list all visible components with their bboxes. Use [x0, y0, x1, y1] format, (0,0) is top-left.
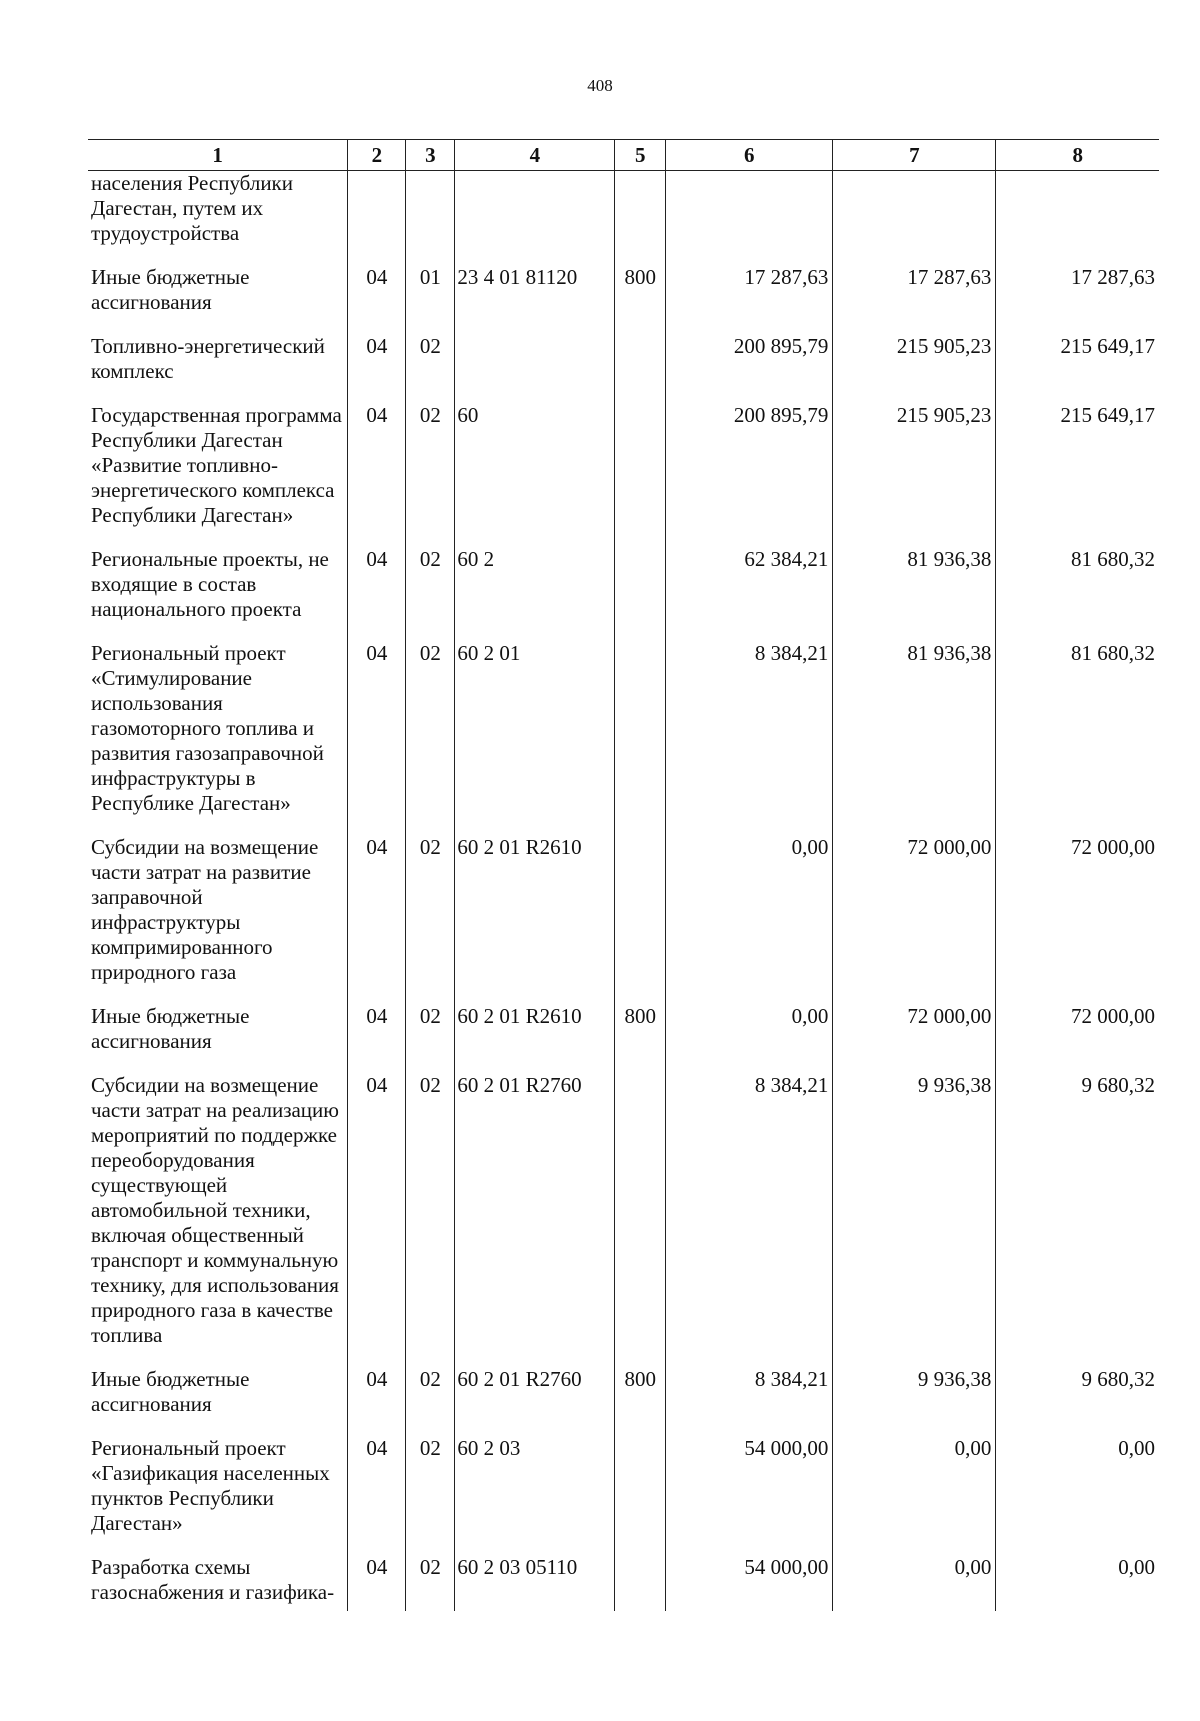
table-row: [88, 403, 1159, 547]
row-name: Субсидии на возмещение части затрат на реализацию мероприятий по поддержке переоборудования существующей автомобильной техники, включая общественный транспорт и коммунальную технику, для использования природного газа в качестве топлива: [91, 1073, 339, 1347]
row-amount-year-3: 0,00: [996, 1436, 1159, 1555]
row-target-code: 60 2 01 R2610: [455, 1004, 615, 1073]
header-col-2: 2: [348, 140, 406, 171]
row-target-code: 60 2 01 R2760: [455, 1073, 615, 1367]
row-amount-year-2: 0,00: [833, 1436, 996, 1555]
row-target-code: 60: [455, 403, 615, 547]
header-col-1: 1: [88, 140, 348, 171]
row-subsection: 02: [406, 547, 455, 641]
row-name: Государственная программа Республики Дагестан «Развитие топливно-энергетического комплекса Республики Дагестан»: [91, 403, 342, 527]
row-expense-type: [615, 641, 666, 835]
row-amount-year-1: 54 000,00: [666, 1555, 833, 1611]
table-row: [88, 334, 1159, 403]
header-col-6: 6: [666, 140, 833, 171]
row-amount-year-1: 8 384,21: [666, 641, 833, 835]
header-col-3: 3: [406, 140, 455, 171]
row-expense-type: [615, 835, 666, 1004]
row-section: 04: [348, 403, 406, 547]
row-amount-year-2: [833, 171, 996, 266]
row-target-code: [455, 334, 615, 403]
row-amount-year-1: 8 384,21: [666, 1367, 833, 1436]
row-target-code: [455, 171, 615, 266]
table-row: [88, 1004, 1159, 1073]
row-expense-type: 800: [615, 1004, 666, 1073]
row-name: Иные бюджетные ассигнования: [91, 265, 250, 314]
row-section: 04: [348, 547, 406, 641]
row-amount-year-3: 215 649,17: [996, 403, 1159, 547]
row-amount-year-3: 9 680,32: [996, 1367, 1159, 1436]
row-amount-year-3: 81 680,32: [996, 641, 1159, 835]
row-subsection: [406, 171, 455, 266]
table-row: [88, 1367, 1159, 1436]
row-amount-year-2: 215 905,23: [833, 334, 996, 403]
row-section: [348, 171, 406, 266]
row-amount-year-1: 200 895,79: [666, 334, 833, 403]
row-subsection: 02: [406, 1367, 455, 1436]
row-amount-year-2: 0,00: [833, 1555, 996, 1611]
table-row: [88, 641, 1159, 835]
row-expense-type: [615, 171, 666, 266]
row-amount-year-3: 72 000,00: [996, 835, 1159, 1004]
row-amount-year-1: 0,00: [666, 835, 833, 1004]
row-section: 04: [348, 835, 406, 1004]
row-amount-year-1: 200 895,79: [666, 403, 833, 547]
row-amount-year-2: 72 000,00: [833, 1004, 996, 1073]
row-amount-year-3: 0,00: [996, 1555, 1159, 1611]
row-subsection: 02: [406, 334, 455, 403]
row-target-code: 60 2 01: [455, 641, 615, 835]
row-section: 04: [348, 1367, 406, 1436]
row-section: 04: [348, 334, 406, 403]
row-section: 04: [348, 1436, 406, 1555]
row-amount-year-3: 72 000,00: [996, 1004, 1159, 1073]
row-amount-year-3: 81 680,32: [996, 547, 1159, 641]
row-expense-type: [615, 1555, 666, 1611]
row-name: Иные бюджетные ассигнования: [91, 1004, 250, 1053]
row-subsection: 02: [406, 403, 455, 547]
row-subsection: 02: [406, 835, 455, 1004]
header-col-8: 8: [996, 140, 1159, 171]
row-subsection: 02: [406, 1555, 455, 1611]
row-name: Региональный проект «Газификация населенных пунктов Республики Дагестан»: [91, 1436, 330, 1535]
header-col-5: 5: [615, 140, 666, 171]
row-amount-year-2: 81 936,38: [833, 641, 996, 835]
row-section: 04: [348, 1004, 406, 1073]
row-expense-type: 800: [615, 265, 666, 334]
row-name: Субсидии на возмещение части затрат на развитие заправочной инфраструктуры компримированного природного газа: [91, 835, 319, 984]
row-name: Региональные проекты, не входящие в состав национального проекта: [91, 547, 329, 621]
row-amount-year-2: 72 000,00: [833, 835, 996, 1004]
header-row: [88, 140, 1159, 171]
row-name: Топливно-энергетический комплекс: [91, 334, 325, 383]
row-expense-type: [615, 1436, 666, 1555]
row-amount-year-3: 17 287,63: [996, 265, 1159, 334]
row-expense-type: [615, 547, 666, 641]
row-target-code: 23 4 01 81120: [455, 265, 615, 334]
row-expense-type: [615, 334, 666, 403]
header-col-4: 4: [455, 140, 615, 171]
row-name: Разработка схемы газоснабжения и газифика-: [91, 1555, 335, 1604]
row-amount-year-1: 17 287,63: [666, 265, 833, 334]
table-row: [88, 1555, 1159, 1611]
row-amount-year-2: 9 936,38: [833, 1367, 996, 1436]
row-target-code: 60 2: [455, 547, 615, 641]
page-number: 408: [587, 76, 613, 95]
row-subsection: 01: [406, 265, 455, 334]
row-amount-year-2: 9 936,38: [833, 1073, 996, 1367]
table-row: [88, 1436, 1159, 1555]
table-row: [88, 265, 1159, 334]
row-target-code: 60 2 03: [455, 1436, 615, 1555]
row-subsection: 02: [406, 1073, 455, 1367]
row-section: 04: [348, 265, 406, 334]
row-subsection: 02: [406, 641, 455, 835]
row-amount-year-1: 0,00: [666, 1004, 833, 1073]
table-row: [88, 547, 1159, 641]
row-amount-year-2: 17 287,63: [833, 265, 996, 334]
row-target-code: 60 2 03 05110: [455, 1555, 615, 1611]
row-name: населения Республики Дагестан, путем их трудоустройства: [91, 171, 293, 245]
row-amount-year-2: 81 936,38: [833, 547, 996, 641]
row-target-code: 60 2 01 R2760: [455, 1367, 615, 1436]
row-section: 04: [348, 1555, 406, 1611]
row-expense-type: [615, 1073, 666, 1367]
row-amount-year-3: [996, 171, 1159, 266]
row-section: 04: [348, 641, 406, 835]
table-row: [88, 1073, 1159, 1367]
row-amount-year-2: 215 905,23: [833, 403, 996, 547]
budget-table: [88, 139, 1159, 1611]
row-target-code: 60 2 01 R2610: [455, 835, 615, 1004]
row-amount-year-3: 215 649,17: [996, 334, 1159, 403]
table-row: [88, 835, 1159, 1004]
row-name: Региональный проект «Стимулирование использования газомоторного топлива и развития газозаправочной инфраструктуры в Республике Дагестан»: [91, 641, 324, 815]
row-amount-year-1: 62 384,21: [666, 547, 833, 641]
row-expense-type: 800: [615, 1367, 666, 1436]
row-section: 04: [348, 1073, 406, 1367]
row-amount-year-1: 54 000,00: [666, 1436, 833, 1555]
row-amount-year-1: 8 384,21: [666, 1073, 833, 1367]
row-expense-type: [615, 403, 666, 547]
table-row: [88, 171, 1159, 266]
row-name: Иные бюджетные ассигнования: [91, 1367, 250, 1416]
row-amount-year-3: 9 680,32: [996, 1073, 1159, 1367]
row-subsection: 02: [406, 1436, 455, 1555]
row-amount-year-1: [666, 171, 833, 266]
row-subsection: 02: [406, 1004, 455, 1073]
header-col-7: 7: [833, 140, 996, 171]
